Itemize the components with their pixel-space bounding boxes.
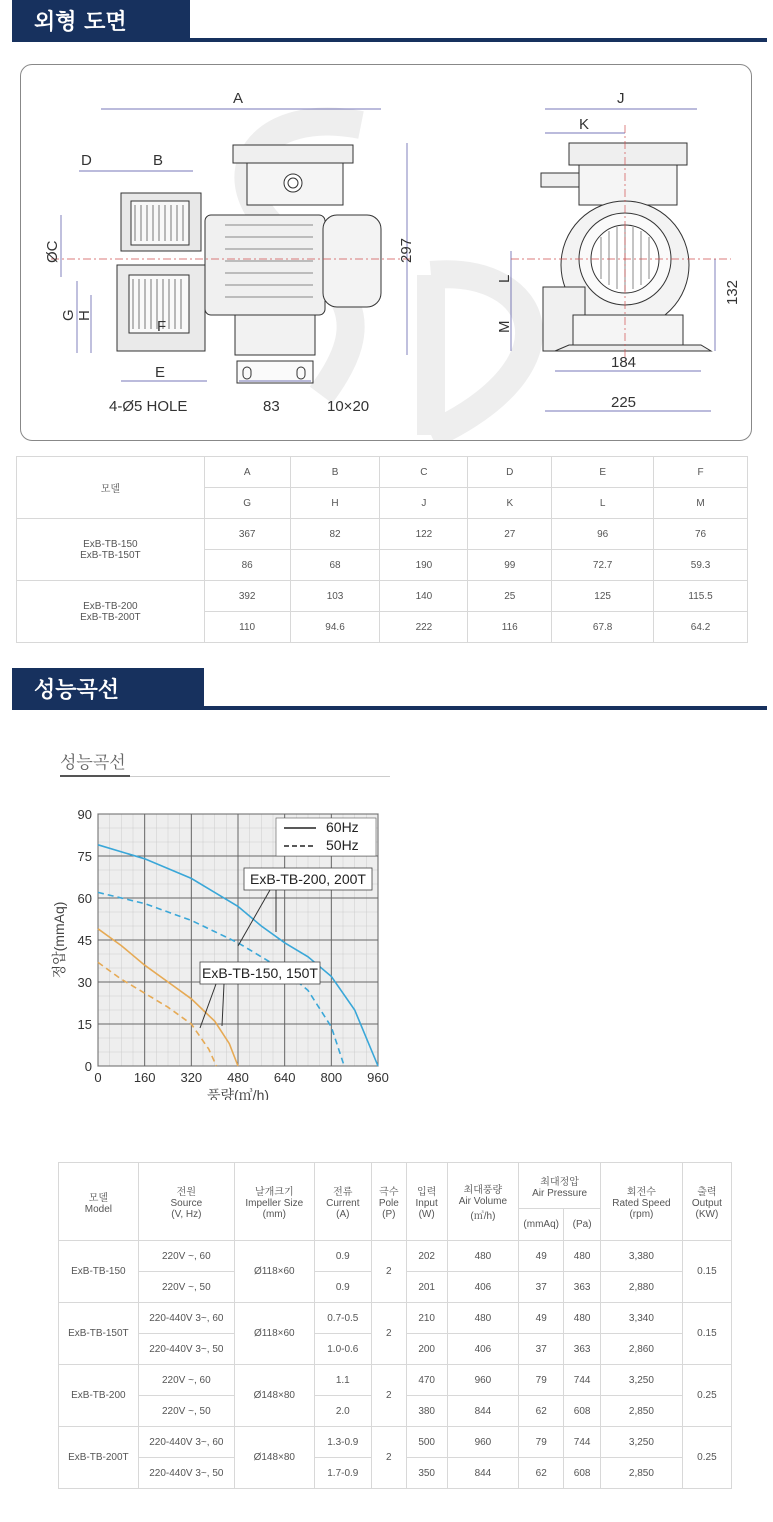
- section-title-performance: [12, 668, 204, 708]
- pole-cell: 2: [371, 1303, 406, 1365]
- dim-header: C: [380, 457, 468, 488]
- impeller-cell: Ø148×80: [234, 1365, 314, 1427]
- y-axis-label: 정압(mmAq): [51, 901, 67, 979]
- dim-model-cell: [17, 581, 205, 643]
- current-cell: 0.9: [314, 1272, 371, 1303]
- pa-cell: 480: [564, 1241, 601, 1272]
- legend-label: 50Hz: [326, 837, 359, 853]
- header-text: 전원: [176, 1187, 196, 1198]
- header-text: (㎥/h): [470, 1211, 496, 1222]
- pa-cell: 744: [564, 1427, 601, 1458]
- mmaq-cell: 49: [519, 1241, 564, 1272]
- dim-value: 27: [468, 519, 552, 550]
- x-axis-label: 풍량(㎥/h): [206, 1087, 270, 1100]
- speed-cell: 3,340: [601, 1303, 683, 1334]
- air-volume-cell: 844: [447, 1396, 519, 1427]
- motor-body: [205, 215, 325, 315]
- dim-header: D: [468, 457, 552, 488]
- terminal-box-lid: [233, 145, 353, 163]
- dim-hole: 4-Ø5 HOLE: [109, 398, 188, 415]
- header-text: 전류: [333, 1187, 353, 1198]
- mmaq-cell: 37: [519, 1272, 564, 1303]
- motor-foot: [235, 315, 315, 355]
- header-output: [682, 1163, 731, 1241]
- header-model: [59, 1163, 139, 1241]
- input-cell: 202: [406, 1241, 447, 1272]
- header-text: 날개크기: [254, 1187, 294, 1198]
- table-row: [17, 581, 748, 612]
- header-current: [314, 1163, 371, 1241]
- source-cell: 220-440V 3~, 50: [138, 1458, 234, 1489]
- input-cell: 500: [406, 1427, 447, 1458]
- table-row: [59, 1241, 732, 1272]
- speed-cell: 2,880: [601, 1272, 683, 1303]
- legend-label: 60Hz: [326, 819, 359, 835]
- model-name: ExB-TB-200: [83, 600, 138, 612]
- air-volume-cell: 406: [447, 1334, 519, 1365]
- dim-header: K: [468, 488, 552, 519]
- table-row: [17, 519, 748, 550]
- input-cell: 350: [406, 1458, 447, 1489]
- header-text: (V, Hz): [171, 1209, 202, 1220]
- pa-cell: 608: [564, 1396, 601, 1427]
- header-mmaq: (mmAq): [519, 1209, 564, 1241]
- air-volume-cell: 960: [447, 1365, 519, 1396]
- x-tick-label: 960: [367, 1070, 389, 1085]
- header-text: Rated Speed: [612, 1198, 671, 1209]
- current-cell: 1.1: [314, 1365, 371, 1396]
- dim-value: 25: [468, 581, 552, 612]
- dim-value: 72.7: [552, 550, 654, 581]
- air-volume-cell: 480: [447, 1241, 519, 1272]
- outline-drawing: [20, 64, 752, 441]
- header-text: (KW): [695, 1209, 719, 1220]
- current-cell: 0.9: [314, 1241, 371, 1272]
- dim-value: 122: [380, 519, 468, 550]
- output-cell: 0.15: [682, 1303, 731, 1365]
- performance-table: [58, 1162, 732, 1489]
- header-text: 모델: [88, 1192, 109, 1204]
- table-row: [59, 1365, 732, 1396]
- section-title-text: 외형 도면: [34, 9, 127, 35]
- input-cell: 380: [406, 1396, 447, 1427]
- speed-cell: 3,250: [601, 1365, 683, 1396]
- header-text: 출력: [697, 1187, 717, 1198]
- pa-cell: 363: [564, 1272, 601, 1303]
- source-cell: 220-440V 3~, 60: [138, 1303, 234, 1334]
- input-cell: 470: [406, 1365, 447, 1396]
- model-name: ExB-TB-150: [83, 538, 138, 550]
- dim-header: F: [654, 457, 748, 488]
- x-tick-label: 800: [320, 1070, 343, 1085]
- dim-225: 225: [611, 394, 637, 411]
- dim-value: 86: [204, 550, 290, 581]
- dim-value: 59.3: [654, 550, 748, 581]
- dim-header: H: [290, 488, 380, 519]
- dim-value: 96: [552, 519, 654, 550]
- dim-G: G: [60, 309, 77, 321]
- subtitle-underline-accent: [60, 775, 130, 777]
- chart-subtitle: 성능곡선: [60, 753, 126, 773]
- dim-value: 125: [552, 581, 654, 612]
- dim-value: 99: [468, 550, 552, 581]
- output-cell: 0.25: [682, 1427, 731, 1489]
- header-text: Input: [415, 1198, 438, 1209]
- header-input: [406, 1163, 447, 1241]
- dim-F: F: [157, 318, 167, 335]
- header-text: 극수: [379, 1187, 399, 1198]
- dim-value: 115.5: [654, 581, 748, 612]
- input-cell: 201: [406, 1272, 447, 1303]
- dim-83: 83: [263, 398, 280, 415]
- chart-svg: [40, 800, 410, 1100]
- model-cell: ExB-TB-200: [59, 1365, 139, 1427]
- model-cell: ExB-TB-150T: [59, 1303, 139, 1365]
- dim-value: 222: [380, 612, 468, 643]
- pa-cell: 744: [564, 1365, 601, 1396]
- air-volume-cell: 844: [447, 1458, 519, 1489]
- header-text: (rpm): [629, 1209, 654, 1220]
- mmaq-cell: 62: [519, 1458, 564, 1489]
- speed-cell: 3,250: [601, 1427, 683, 1458]
- dim-M: M: [496, 320, 513, 333]
- dim-value: 110: [204, 612, 290, 643]
- mmaq-cell: 49: [519, 1303, 564, 1334]
- air-volume-cell: 960: [447, 1427, 519, 1458]
- dim-value: 103: [290, 581, 380, 612]
- header-text: 최대풍량: [463, 1185, 503, 1196]
- header-text: 입력: [416, 1187, 437, 1198]
- dim-header: L: [552, 488, 654, 519]
- performance-table-body: [59, 1241, 732, 1489]
- dim-E: E: [155, 364, 166, 381]
- x-tick-label: 0: [94, 1070, 102, 1085]
- x-tick-label: 320: [180, 1070, 203, 1085]
- dim-297: 297: [398, 237, 415, 263]
- dim-value: 190: [380, 550, 468, 581]
- speed-cell: 3,380: [601, 1241, 683, 1272]
- dim-header: E: [552, 457, 654, 488]
- header-text: Pole: [378, 1198, 399, 1209]
- header-text: Air Pressure: [532, 1187, 588, 1199]
- section-divider: [12, 38, 767, 42]
- dim-D: D: [81, 152, 92, 169]
- x-tick-label: 480: [227, 1070, 249, 1085]
- header-text: 회전수: [626, 1187, 656, 1198]
- model-name: ExB-TB-200T: [80, 611, 141, 623]
- pole-cell: 2: [371, 1365, 406, 1427]
- input-cell: 210: [406, 1303, 447, 1334]
- model-name: ExB-TB-150T: [80, 549, 141, 561]
- dim-model-header: 모델: [17, 457, 205, 519]
- section-title-drawing: [12, 0, 190, 40]
- pa-cell: 608: [564, 1458, 601, 1489]
- dim-header: A: [204, 457, 290, 488]
- source-cell: 220V ~, 60: [138, 1365, 234, 1396]
- dim-L: L: [496, 274, 513, 283]
- dim-value: 392: [204, 581, 290, 612]
- header-air-pressure: [519, 1163, 601, 1209]
- source-cell: 220-440V 3~, 50: [138, 1334, 234, 1365]
- current-cell: 1.0-0.6: [314, 1334, 371, 1365]
- dim-value: 367: [204, 519, 290, 550]
- dim-header: G: [204, 488, 290, 519]
- current-cell: 0.7-0.5: [314, 1303, 371, 1334]
- dim-value: 82: [290, 519, 380, 550]
- y-tick-label: 60: [77, 891, 92, 906]
- model-cell: ExB-TB-200T: [59, 1427, 139, 1489]
- header-text: (mm): [262, 1209, 286, 1220]
- header-text: Impeller Size: [245, 1198, 304, 1209]
- impeller-cell: Ø148×80: [234, 1427, 314, 1489]
- pa-cell: 480: [564, 1303, 601, 1334]
- dim-value: 67.8: [552, 612, 654, 643]
- dim-value: 116: [468, 612, 552, 643]
- dim-132: 132: [724, 279, 741, 305]
- header-text: Model: [84, 1203, 112, 1215]
- header-text: Output: [691, 1198, 722, 1209]
- header-speed: [601, 1163, 683, 1241]
- header-text: Air Volume: [458, 1196, 508, 1207]
- source-cell: 220V ~, 60: [138, 1241, 234, 1272]
- header-text: Current: [326, 1198, 360, 1209]
- dim-value: 76: [654, 519, 748, 550]
- dim-A: A: [233, 90, 244, 107]
- x-tick-label: 640: [273, 1070, 296, 1085]
- header-pole: [371, 1163, 406, 1241]
- output-cell: 0.25: [682, 1365, 731, 1427]
- speed-cell: 2,850: [601, 1396, 683, 1427]
- pole-cell: 2: [371, 1427, 406, 1489]
- output-cell: 0.15: [682, 1241, 731, 1303]
- y-tick-label: 0: [84, 1059, 92, 1074]
- section-divider: [12, 706, 767, 710]
- source-cell: 220V ~, 50: [138, 1396, 234, 1427]
- header-air-volume: [447, 1163, 519, 1241]
- header-pa: (Pa): [564, 1209, 601, 1241]
- air-volume-cell: 406: [447, 1272, 519, 1303]
- speed-cell: 2,850: [601, 1458, 683, 1489]
- dim-10x20: 10×20: [327, 398, 370, 415]
- dim-model-cell: [17, 519, 205, 581]
- dim-C: ØC: [44, 240, 61, 263]
- current-cell: 1.7-0.9: [314, 1458, 371, 1489]
- dim-K: K: [579, 116, 590, 133]
- side-terminal-lid: [569, 143, 687, 165]
- impeller-cell: Ø118×60: [234, 1241, 314, 1303]
- mmaq-cell: 62: [519, 1396, 564, 1427]
- current-cell: 1.3-0.9: [314, 1427, 371, 1458]
- header-impeller: [234, 1163, 314, 1241]
- header-source: [138, 1163, 234, 1241]
- mmaq-cell: 79: [519, 1365, 564, 1396]
- dim-value: 68: [290, 550, 380, 581]
- dim-header: B: [290, 457, 380, 488]
- dim-B: B: [153, 152, 164, 169]
- y-tick-label: 90: [77, 807, 92, 822]
- speed-cell: 2,860: [601, 1334, 683, 1365]
- table-row: [59, 1303, 732, 1334]
- annotation-label: ExB-TB-150, 150T: [202, 965, 318, 981]
- header-text: (P): [382, 1209, 396, 1220]
- model-cell: ExB-TB-150: [59, 1241, 139, 1303]
- x-tick-label: 160: [133, 1070, 156, 1085]
- section-title-text: 성능곡선: [34, 677, 120, 703]
- dim-184: 184: [611, 354, 637, 371]
- pa-cell: 363: [564, 1334, 601, 1365]
- source-cell: 220-440V 3~, 60: [138, 1427, 234, 1458]
- dim-header: M: [654, 488, 748, 519]
- impeller-cell: Ø118×60: [234, 1303, 314, 1365]
- y-tick-label: 45: [77, 933, 92, 948]
- header-text: (W): [418, 1209, 435, 1220]
- current-cell: 2.0: [314, 1396, 371, 1427]
- dim-value: 64.2: [654, 612, 748, 643]
- air-volume-cell: 480: [447, 1303, 519, 1334]
- header-text: Source: [170, 1198, 203, 1209]
- dim-header: J: [380, 488, 468, 519]
- y-tick-label: 15: [77, 1017, 92, 1032]
- y-tick-label: 30: [77, 975, 92, 990]
- mmaq-cell: 37: [519, 1334, 564, 1365]
- header-text: (A): [336, 1209, 350, 1220]
- table-row: [59, 1427, 732, 1458]
- dimension-table: [16, 456, 748, 643]
- performance-chart: [40, 800, 410, 1100]
- dim-value: 94.6: [290, 612, 380, 643]
- annotation-label: ExB-TB-200, 200T: [250, 871, 366, 887]
- dim-value: 140: [380, 581, 468, 612]
- input-cell: 200: [406, 1334, 447, 1365]
- pole-cell: 2: [371, 1241, 406, 1303]
- dim-H: H: [76, 310, 93, 321]
- y-tick-label: 75: [77, 849, 92, 864]
- header-text: 최대정압: [540, 1176, 579, 1188]
- dim-J: J: [617, 90, 625, 107]
- drawing-svg: [21, 65, 752, 441]
- mmaq-cell: 79: [519, 1427, 564, 1458]
- source-cell: 220V ~, 50: [138, 1272, 234, 1303]
